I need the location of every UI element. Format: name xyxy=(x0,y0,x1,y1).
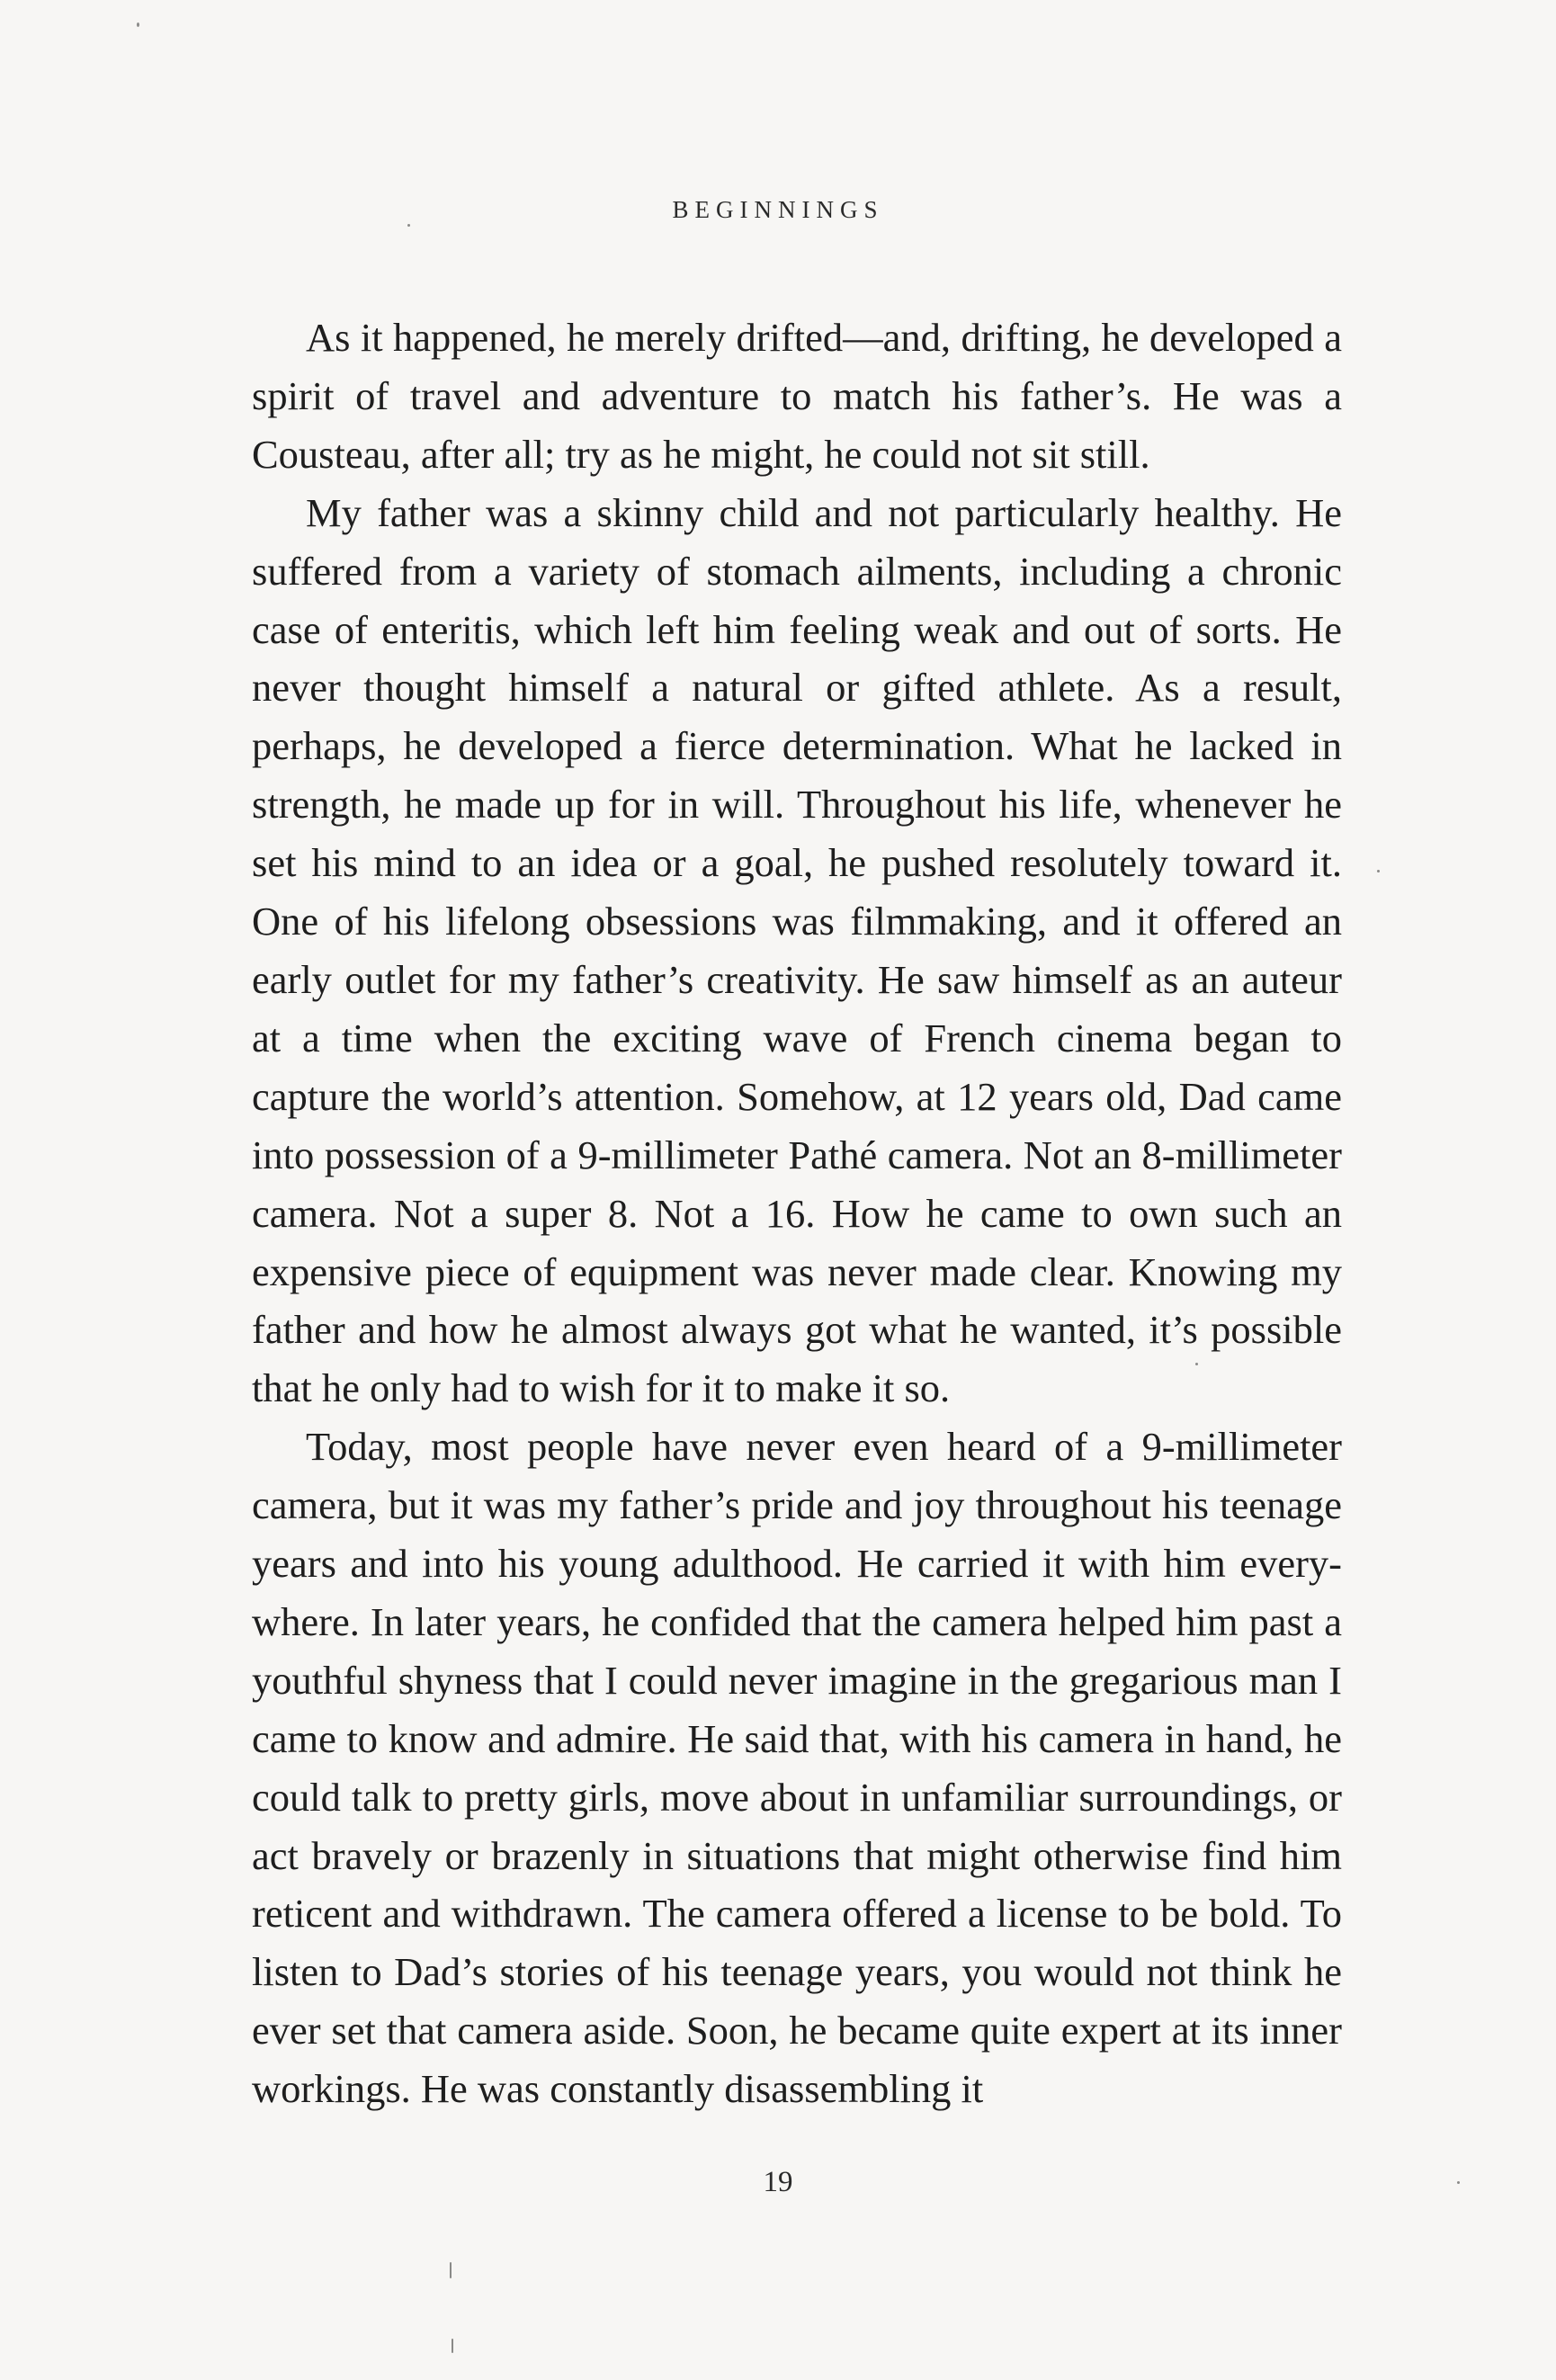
scan-speck xyxy=(452,2339,453,2353)
paragraph-1: As it happened, he merely drifted—and, drifting, he developed a spirit of travel and adventure to match his father’s. He was a Cousteau, after all; try as he might, he could not sit still. xyxy=(252,315,1342,477)
scan-speck xyxy=(1195,1363,1198,1365)
scan-speck xyxy=(1377,870,1380,872)
scan-speck xyxy=(450,2262,452,2278)
scan-speck xyxy=(1457,2181,1460,2184)
page-number: 19 xyxy=(763,2166,793,2198)
scan-speck xyxy=(137,22,139,27)
body-text xyxy=(252,309,1342,2118)
scan-speck xyxy=(407,224,410,227)
paragraph-3: Today, most people have never even heard of a 9-millimeter camera, but it was my father’s pride and joy throughout his teenage years and into his young adulthood. He carried it with him everywhere. In later years, he confided that the camera helped him past a youthful shyness that I could never imagine in the gregarious man I came to know and admire. He said that, with his camera in hand, he could talk to pretty girls, move about in unfamiliar surroundings, or act bravely or brazenly in situations that might otherwise find him reticent and withdrawn. The camera offered a license to be bold. To listen to Dad’s stories of his teenage years, you would not think he ever set that camera aside. Soon, he became quite expert at its inner workings. He was constantly disassembling it xyxy=(252,1424,1342,2112)
paragraph-2: My father was a skinny child and not particularly healthy. He suffered from a variety of stomach ailments, including a chronic case of enteritis, which left him feeling weak and out of sorts. He never thought himself a natural or gifted athlete. As a result, perhaps, he developed a fierce determination. What he lacked in strength, he made up for in will. Throughout his life, whenever he set his mind to an idea or a goal, he pushed resolutely toward it. One of his lifelong obsessions was filmmaking, and it offered an early outlet for my father’s creativity. He saw himself as an auteur at a time when the exciting wave of French cinema began to capture the world’s attention. Somehow, at 12 years old, Dad came into possession of a 9-millimeter Pathé camera. Not an 8-millimeter camera. Not a super 8. Not a 16. How he came to own such an expensive piece of equipment was never made clear. Knowing my father and how he almost always got what he wanted, it’s possible that he only had to wish for it to make it so. xyxy=(252,489,1342,1411)
running-head: BEGINNINGS xyxy=(672,196,884,223)
